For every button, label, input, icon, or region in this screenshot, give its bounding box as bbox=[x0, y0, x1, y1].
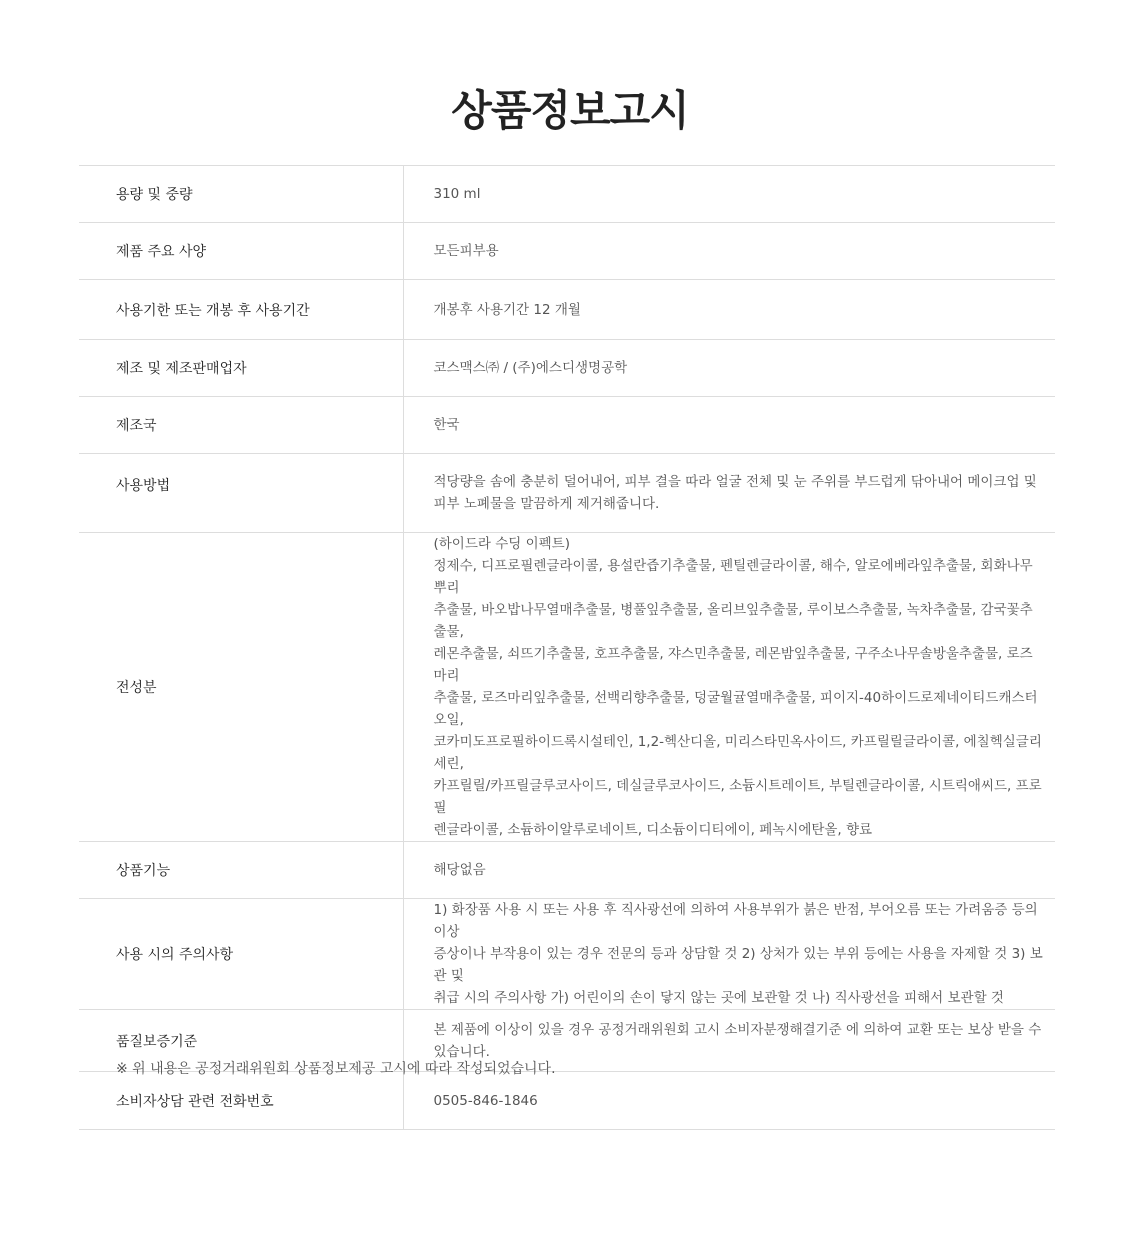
row-value-text: 1) 화장품 사용 시 또는 사용 후 직사광선에 의하여 사용부위가 붉은 반점, 부어오름 또는 가려움증 등의 이상 증상이나 부작용이 있는 경우 전문의 등과 상담할 것 2) 상처가 있는 부위 등에는 사용을 자제할 것 3) 보관 및 취급 시의 주의사항 가) 어린이의 손이 닿지 않는 곳에 보관할 것 나) 직사광선을 피해서 보관할 것 bbox=[433, 902, 1043, 1006]
row-label: 제조 및 제조판매업자 bbox=[79, 340, 403, 397]
row-value-text: 코스맥스㈜ / (주)에스디생명공학 bbox=[433, 360, 628, 376]
row-label: 제조국 bbox=[79, 397, 403, 454]
row-value bbox=[403, 340, 1055, 397]
row-value-text: 310 ml bbox=[433, 186, 481, 202]
row-label: 전성분 bbox=[79, 533, 403, 842]
row-label: 용량 및 중량 bbox=[79, 166, 403, 223]
row-value-text: (하이드라 수딩 이펙트) 정제수, 디프로필렌글라이콜, 용설란즙기추출물, 펜틸렌글라이콜, 해수, 알로에베라잎추출물, 회화나무뿌리 추출물, 바오밥나무열매추출물, 병풀잎추출물, 올리브잎추출물, 루이보스추출물, 녹차추출물, 감국꽃추출물, 레몬추출물, 쇠뜨기추출물, 호프추출물, 쟈스민추출물, 레몬밤잎추출물, 구주소나무솔방울추출물, 로즈마리 추출물, 로즈마리잎추출물, 선백리향추출물, 덩굴월귤열매추출물, 피이지-40하이드로제네이티드캐스터오일, 코카미도프로필하이드록시설테인, 1,2-헥산디올, 미리스타민옥사이드, 카프릴릴글라이콜, 에칠헥실글리세린, 카프릴릴/카프릴글루코사이드, 데실글루코사이드, 소듐시트레이트, 부틸렌글라이콜, 시트릭애씨드, 프로필 렌글라이콜, 소듐하이알루로네이트, 디소듐이디티에이, 페녹시에탄올, 향료 bbox=[433, 536, 1042, 838]
row-label: 상품기능 bbox=[79, 842, 403, 899]
row-value bbox=[403, 533, 1055, 842]
row-value-text: 해당없음 bbox=[433, 862, 486, 878]
row-value bbox=[403, 899, 1055, 1010]
table-row bbox=[79, 223, 1055, 280]
table-row bbox=[79, 397, 1055, 454]
row-label: 소비자상담 관련 전화번호 bbox=[79, 1072, 403, 1130]
row-value bbox=[403, 280, 1055, 340]
table-row bbox=[79, 454, 1055, 533]
row-label: 품질보증기준 bbox=[79, 1010, 403, 1072]
row-value bbox=[403, 454, 1055, 533]
row-value-text: 본 제품에 이상이 있을 경우 공정거래위원회 고시 소비자분쟁해결기준 에 의하여 교환 또는 보상 받을 수 있습니다. bbox=[433, 1021, 1042, 1060]
table-row bbox=[79, 340, 1055, 397]
table-row bbox=[79, 280, 1055, 340]
row-label: 제품 주요 사양 bbox=[79, 223, 403, 280]
row-value bbox=[403, 223, 1055, 280]
product-info-table bbox=[79, 165, 1055, 1130]
row-value bbox=[403, 842, 1055, 899]
row-label: 사용방법 bbox=[79, 454, 403, 533]
row-value bbox=[403, 1072, 1055, 1130]
table-row bbox=[79, 899, 1055, 1010]
table-row bbox=[79, 842, 1055, 899]
row-value-text: 적당량을 솜에 충분히 덜어내어, 피부 결을 따라 얼굴 전체 및 눈 주위를 부드럽게 닦아내어 메이크업 및 피부 노폐물을 말끔하게 제거해줍니다. bbox=[433, 474, 1037, 512]
row-value-text: 모든피부용 bbox=[433, 243, 499, 259]
row-value bbox=[403, 397, 1055, 454]
table-row bbox=[79, 533, 1055, 842]
table-row bbox=[79, 1072, 1055, 1130]
footnote: ※ 위 내용은 공정거래위원회 상품정보제공 고시에 따라 작성되었습니다. bbox=[116, 1061, 556, 1077]
row-value-text: 0505-846-1846 bbox=[433, 1092, 538, 1109]
table-row bbox=[79, 166, 1055, 223]
row-label: 사용기한 또는 개봉 후 사용기간 bbox=[79, 280, 403, 340]
row-value bbox=[403, 166, 1055, 223]
row-label: 사용 시의 주의사항 bbox=[79, 899, 403, 1010]
page-title: 상품정보고시 bbox=[451, 86, 689, 135]
row-value-text: 개봉후 사용기간 12 개월 bbox=[433, 301, 581, 318]
row-value-text: 한국 bbox=[433, 417, 460, 433]
